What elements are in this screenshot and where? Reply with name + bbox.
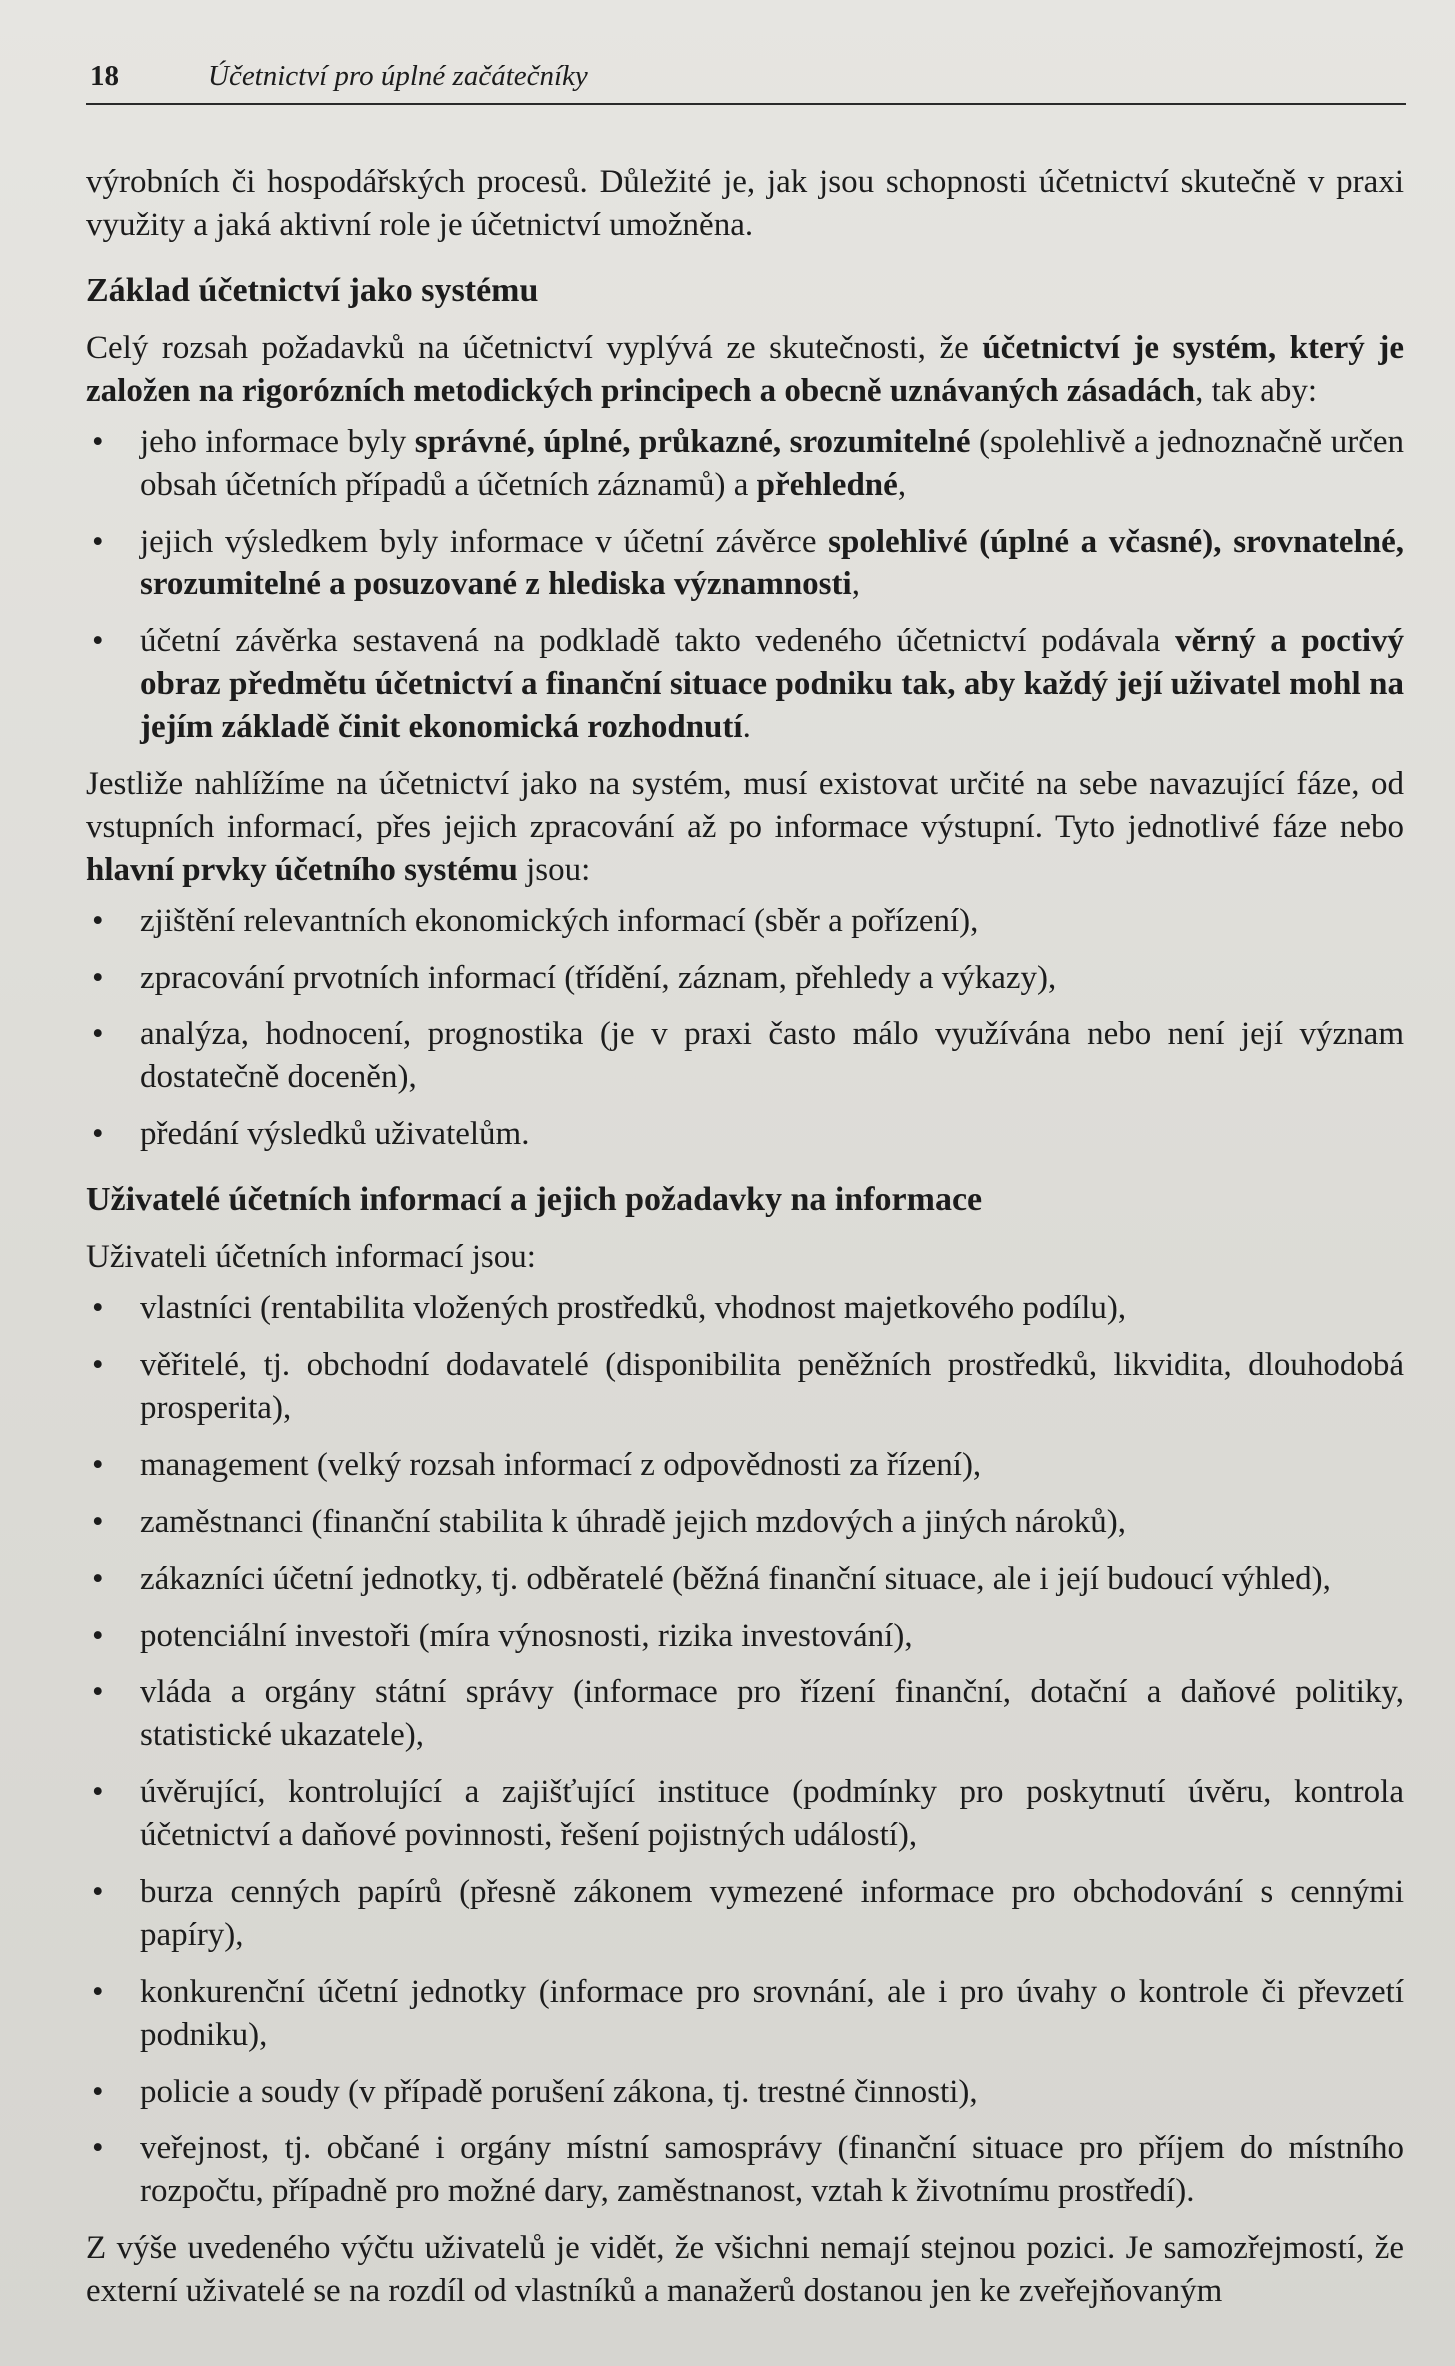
users-list <box>86 1287 1404 2213</box>
list-item: • konkurenční účetní jednotky (informace pro srovnání, ale i pro úvahy o kontrole či převzetí podniku), <box>86 1971 1404 2057</box>
closing-paragraph: Z výše uvedeného výčtu uživatelů je vidět, že všichni nemají stejnou pozici. Je samozřejmostí, že externí uživatelé se na rozdíl od vlastníků a manažerů dostanou jen ke zveřejňovaným <box>86 2230 1404 2310</box>
list-item: • policie a soudy (v případě porušení zákona, tj. trestné činnosti), <box>86 2071 1404 2114</box>
phases-list <box>86 900 1404 1156</box>
page-body <box>86 161 1404 2313</box>
list-item: • zjištění relevantních ekonomických informací (sběr a pořízení), <box>86 900 1404 943</box>
list-item: • vláda a orgány státní správy (informace pro řízení finanční, dotační a daňové politiky, statistické ukazatele), <box>86 1671 1404 1757</box>
page-number: 18 <box>90 60 119 92</box>
list-item: • účetní závěrka sestavená na podkladě takto vedeného účetnictví podávala věrný a poctivý obraz předmětu účetnictví a finanční situace podniku tak, aby každý její uživatel mohl na jejím základě činit ekonomická rozhodnutí. <box>86 620 1404 749</box>
paragraph-accounting-requirements: Celý rozsah požadavků na účetnictví vyplývá ze skutečnosti, že účetnictví je systém, který je založen na rigorózních metodických principech a obecně uznávaných zásadách, tak aby: <box>86 329 1404 409</box>
list-item: • zaměstnanci (finanční stabilita k úhradě jejich mzdových a jiných nároků), <box>86 1501 1404 1544</box>
list-item: • předání výsledků uživatelům. <box>86 1113 1404 1156</box>
list-item: • burza cenných papírů (přesně zákonem vymezené informace pro obchodování s cennými papíry), <box>86 1871 1404 1957</box>
paragraph-system-phases: Jestliže nahlížíme na účetnictví jako na systém, musí existovat určité na sebe navazující fáze, od vstupních informací, přes jejich zpracování až po informace výstupní. Tyto jednotlivé fáze nebo hlavní prvky účetního systému jsou: <box>86 765 1404 888</box>
list-item: • úvěrující, kontrolující a zajišťující instituce (podmínky pro poskytnutí úvěru, kontrola účetnictví a daňové povinnosti, řešení pojistných událostí), <box>86 1771 1404 1857</box>
requirements-list <box>86 421 1404 749</box>
list-item: • management (velký rozsah informací z odpovědnosti za řízení), <box>86 1444 1404 1487</box>
list-item: • zákazníci účetní jednotky, tj. odběratelé (běžná finanční situace, ale i její budoucí výhled), <box>86 1558 1404 1601</box>
list-item: • jeho informace byly správné, úplné, průkazné, srozumitelné (spolehlivě a jednoznačně určen obsah účetních případů a účetních záznamů) a přehledné, <box>86 421 1404 507</box>
list-item: • analýza, hodnocení, prognostika (je v praxi často málo využívána nebo není její význam dostatečně doceněn), <box>86 1013 1404 1099</box>
book-title: Účetnictví pro úplné začátečníky <box>208 60 588 92</box>
section-heading-information-users: Uživatelé účetních informací a jejich požadavky na informace <box>86 1181 983 1219</box>
intro-paragraph: výrobních či hospodářských procesů. Důležité je, jak jsou schopnosti účetnictví skutečně v praxi využity a jaká aktivní role je účetnictví umožněna. <box>86 164 1404 243</box>
list-item: • věřitelé, tj. obchodní dodavatelé (disponibilita peněžních prostředků, likvidita, dlouhodobá prosperita), <box>86 1344 1404 1430</box>
section-heading-accounting-system: Základ účetnictví jako systému <box>86 271 539 309</box>
list-item: • veřejnost, tj. občané i orgány místní samosprávy (finanční situace pro příjem do místního rozpočtu, případně pro možné dary, zaměstnanost, vztah k životnímu prostředí). <box>86 2127 1404 2213</box>
list-item: • vlastníci (rentabilita vložených prostředků, vhodnost majetkového podílu), <box>86 1287 1404 1330</box>
list-item: • zpracování prvotních informací (třídění, záznam, přehledy a výkazy), <box>86 957 1404 1000</box>
list-item: • jejich výsledkem byly informace v účetní závěrce spolehlivé (úplné a včasné), srovnatelné, srozumitelné a posuzované z hlediska významnosti, <box>86 521 1404 607</box>
running-header <box>86 60 1406 105</box>
users-intro: Uživateli účetních informací jsou: <box>86 1239 536 1276</box>
list-item: • potenciální investoři (míra výnosnosti, rizika investování), <box>86 1615 1404 1658</box>
